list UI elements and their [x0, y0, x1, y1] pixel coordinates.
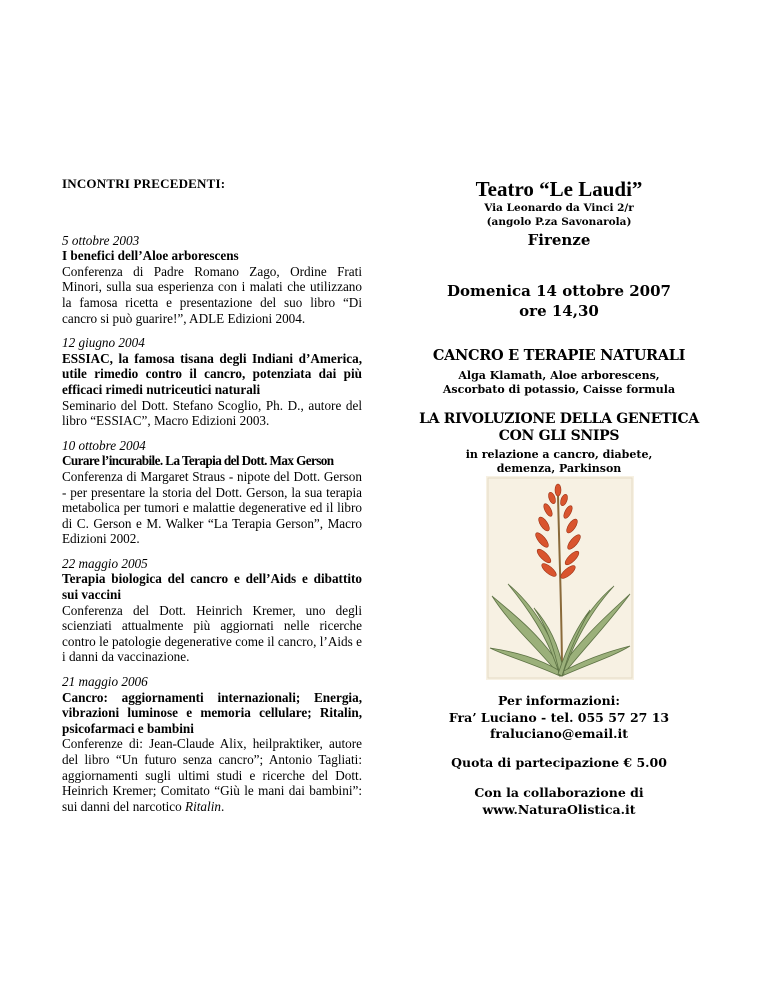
topic-title-2: LA RIVOLUZIONE DELLA GENETICA: [419, 411, 699, 427]
past-events-column: [62, 176, 362, 823]
past-events-heading: INCONTRI PRECEDENTI:: [62, 176, 226, 191]
venue-address-corner: (angolo P.za Savonarola): [486, 215, 632, 228]
contact-phone: Fra’ Luciano - tel. 055 57 27 13: [448, 709, 670, 725]
event-date-main: Domenica 14 ottobre 2007: [447, 282, 671, 300]
event-title: I benefici dell’Aloe arborescens: [62, 248, 239, 264]
topic-subtitle: in relazione a cancro, diabete,: [465, 448, 653, 461]
event-title: Cancro: aggiornamenti internazionali; Energia, vibrazioni luminose e memoria cellulare; Ritalin, psicofarmaci e bambini: [62, 689, 362, 736]
event-time: ore 14,30: [519, 302, 599, 320]
event-date: 10 ottobre 2004: [62, 437, 146, 453]
past-event: [62, 438, 362, 547]
ritalin-italic: Ritalin: [185, 798, 221, 814]
participation-fee: Quota di partecipazione € 5.00: [451, 754, 667, 770]
info-block: [402, 693, 716, 818]
past-event: [62, 233, 362, 327]
collaboration-label: Con la collaborazione di: [474, 785, 644, 800]
contact-email[interactable]: fraluciano@email.it: [490, 726, 628, 741]
event-title: Curare l’incurabile. La Terapia del Dott. Max Gerson: [62, 453, 334, 469]
past-event: [62, 335, 362, 429]
topic-subtitle: Ascorbato di potassio, Caisse formula: [442, 383, 676, 396]
event-date: 12 giugno 2004: [62, 335, 145, 351]
topic-subtitle: demenza, Parkinson: [496, 462, 622, 475]
event-description: Conferenza di Padre Romano Zago, Ordine Frati Minori, sulla sua esperienza con i malati che utilizzano la famosa ricetta e presentazione del suo libro “Di cancro si può guarire!”, ADLE Edizioni 2004.: [62, 263, 362, 326]
aloe-illustration: [486, 476, 634, 680]
past-event: [62, 556, 362, 665]
past-event: [62, 674, 362, 814]
website-link[interactable]: www.NaturaOlistica.it: [482, 801, 636, 817]
current-event-column: [402, 176, 716, 476]
event-title: Terapia biologica del cancro e dell’Aids e dibattito sui vaccini: [62, 571, 362, 603]
event-description: Seminario del Dott. Stefano Scoglio, Ph. D., autore del libro “ESSIAC”, Macro Edizioni 2003.: [62, 397, 362, 429]
venue-address: Via Leonardo da Vinci 2/r: [484, 202, 634, 214]
topic-title-2-line2: CON GLI SNIPS: [498, 428, 620, 444]
event-description: Conferenze di: Jean-Claude Alix, heilpraktiker, autore del libro “Un futuro senza cancro”; Antonio Tagliati: aggiornamenti sugli ultimi studi e ricerche del Dott. Heinrich Kremer; Comitato “Giù le mani dai bambini”: sui danni del narcotico Ritalin.: [62, 736, 362, 814]
topic-title-1: CANCRO E TERAPIE NATURALI: [432, 347, 686, 364]
venue-city: Firenze: [527, 231, 591, 249]
event-description: Conferenza di Margaret Straus - nipote del Dott. Gerson - per presentare la storia del Dott. Gerson, la sua terapia metabolica per tumori e malattie degenerative ed il libro di C. Gerson e M. Walker “La Terapia Gerson”, Macro Edizioni 2002.: [62, 468, 362, 547]
venue-name: Teatro “Le Laudi”: [475, 177, 643, 201]
event-date: 21 maggio 2006: [62, 674, 148, 690]
event-date: 22 maggio 2005: [62, 555, 148, 571]
event-title: ESSIAC, la famosa tisana degli Indiani d’America, utile rimedio contro il cancro, potenziata dai più efficaci rimedi nutriceutici naturali: [62, 350, 362, 397]
info-heading: Per informazioni:: [497, 693, 621, 708]
event-date: 5 ottobre 2003: [62, 232, 140, 248]
topic-subtitle: Alga Klamath, Aloe arborescens,: [458, 369, 660, 382]
event-description: Conferenza del Dott. Heinrich Kremer, uno degli scienziati attualmente più aggiornati nelle ricerche contro le patologie degenerative come il cancro, l’Aids e i danni da vaccinazione.: [62, 602, 362, 665]
